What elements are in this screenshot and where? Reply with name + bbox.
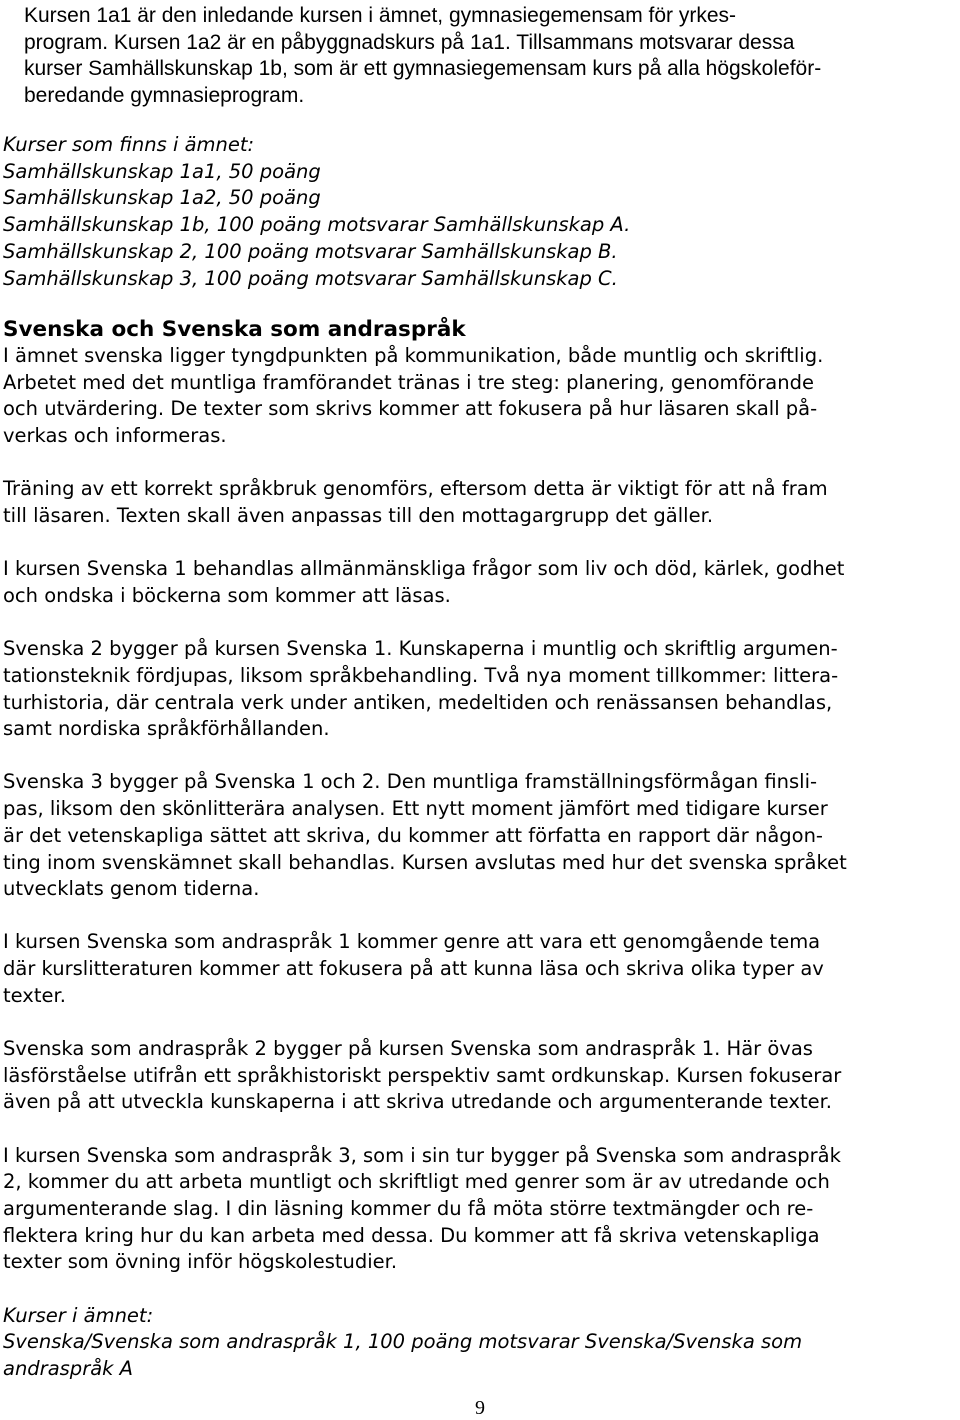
paragraph-line: även på att utveckla kunskaperna i att skriva utredande och argumenterande texter. — [3, 1090, 833, 1114]
svenska-section — [3, 316, 957, 1383]
course-list-heading: Kurser som finns i ämnet: — [3, 133, 255, 156]
paragraph-line: pas, liksom den skönlitterära analysen. Ett nytt moment jämfört med tidigare kurser — [3, 797, 828, 821]
paragraph — [3, 476, 957, 529]
paragraph-line: turhistoria, där centrala verk under antiken, medeltiden och renässansen behandlas, — [3, 690, 833, 714]
section-heading: Svenska och Svenska som andraspråk — [3, 317, 466, 342]
svenska-course-list — [3, 1303, 957, 1383]
course-item: Samhällskunskap 2, 100 poäng motsvarar Samhällskunskap B. — [3, 239, 618, 263]
paragraph-line: flektera kring hur du kan arbeta med dessa. Du kommer att få skriva vetenskapliga — [3, 1223, 820, 1247]
paragraph-line: och ondska i böckerna som kommer att läsas. — [3, 583, 451, 607]
paragraph-line: texter. — [3, 983, 66, 1007]
intro-line: program. Kursen 1a2 är en påbyggnadskurs på 1a1. Tillsammans motsvarar dessa — [24, 30, 795, 54]
paragraph-line: I ämnet svenska ligger tyngdpunkten på kommunikation, både muntlig och skriftlig. — [3, 344, 824, 367]
course-item: andraspråk A — [3, 1357, 133, 1381]
paragraph-line: texter som övning inför högskolestudier. — [3, 1250, 398, 1274]
paragraph — [3, 1036, 957, 1116]
intro-line: kurser Samhällskunskap 1b, som är ett gymnasiegemensam kurs på alla högskoleför- — [24, 57, 822, 80]
course-list-heading: Kurser i ämnet: — [3, 1303, 154, 1327]
paragraph-line: är det vetenskapliga sättet att skriva, du kommer att författa en rapport där någon- — [3, 823, 823, 847]
intro-paragraph — [24, 3, 954, 109]
paragraph-line: verkas och informeras. — [3, 424, 227, 448]
paragraph-line: där kurslitteraturen kommer att fokusera på att kunna läsa och skriva olika typer av — [3, 957, 824, 981]
course-item: Samhällskunskap 1b, 100 poäng motsvarar Samhällskunskap A. — [3, 213, 631, 237]
paragraph-line: Svenska som andraspråk 2 bygger på kursen Svenska som andraspråk 1. Här övas — [3, 1037, 813, 1061]
paragraph-line: Träning av ett korrekt språkbruk genomförs, eftersom detta är viktigt för att nå fram — [3, 477, 828, 501]
paragraph-line: samt nordiska språkförhållanden. — [3, 717, 330, 741]
samhallskunskap-course-list — [3, 132, 953, 292]
paragraph-line: Svenska 3 bygger på Svenska 1 och 2. Den muntliga framställningsförmågan finsli- — [3, 770, 818, 794]
paragraph-line: Arbetet med det muntliga framförandet tränas i tre steg: planering, genomförande — [3, 370, 814, 394]
paragraph — [3, 343, 957, 450]
paragraph-line: I kursen Svenska som andraspråk 3, som i sin tur bygger på Svenska som andraspråk — [3, 1143, 841, 1167]
paragraph-line: läsförståelse utifrån ett språkhistoriskt perspektiv samt ordkunskap. Kursen fokuserar — [3, 1063, 842, 1087]
course-item: Samhällskunskap 3, 100 poäng motsvarar Samhällskunskap C. — [3, 266, 618, 290]
course-item: Svenska/Svenska som andraspråk 1, 100 poäng motsvarar Svenska/Svenska som — [3, 1330, 803, 1354]
paragraph — [3, 1143, 957, 1277]
paragraph-line: 2, kommer du att arbeta muntligt och skriftligt med genrer som är av utredande och — [3, 1170, 830, 1194]
intro-line: Kursen 1a1 är den inledande kursen i ämnet, gymnasiegemensam för yrkes- — [24, 4, 737, 27]
course-item: Samhällskunskap 1a1, 50 poäng — [3, 159, 321, 183]
course-item: Samhällskunskap 1a2, 50 poäng — [3, 186, 321, 210]
paragraph-line: argumenterande slag. I din läsning kommer du få möta större textmängder och re- — [3, 1197, 814, 1221]
paragraph-line: Svenska 2 bygger på kursen Svenska 1. Kunskaperna i muntlig och skriftlig argumen- — [3, 637, 838, 661]
paragraph-line: till läsaren. Texten skall även anpassas till den mottagargrupp det gäller. — [3, 504, 714, 528]
paragraph — [3, 556, 957, 609]
paragraph — [3, 929, 957, 1009]
intro-line: beredande gymnasieprogram. — [24, 83, 305, 107]
paragraph-line: och utvärdering. De texter som skrivs kommer att fokusera på hur läsaren skall på- — [3, 397, 818, 421]
page-number: 9 — [475, 1397, 485, 1419]
paragraph — [3, 636, 957, 743]
paragraph-line: ting inom svenskämnet skall behandlas. Kursen avslutas med hur det svenska språket — [3, 850, 847, 874]
paragraph-line: tationsteknik fördjupas, liksom språkbehandling. Två nya moment tillkommer: littera- — [3, 663, 839, 687]
paragraph-line: utvecklats genom tiderna. — [3, 877, 260, 901]
paragraph-line: I kursen Svenska som andraspråk 1 kommer genre att vara ett genomgående tema — [3, 930, 821, 954]
paragraph — [3, 769, 957, 903]
paragraph-line: I kursen Svenska 1 behandlas allmänmänskliga frågor som liv och död, kärlek, godhet — [3, 557, 845, 581]
